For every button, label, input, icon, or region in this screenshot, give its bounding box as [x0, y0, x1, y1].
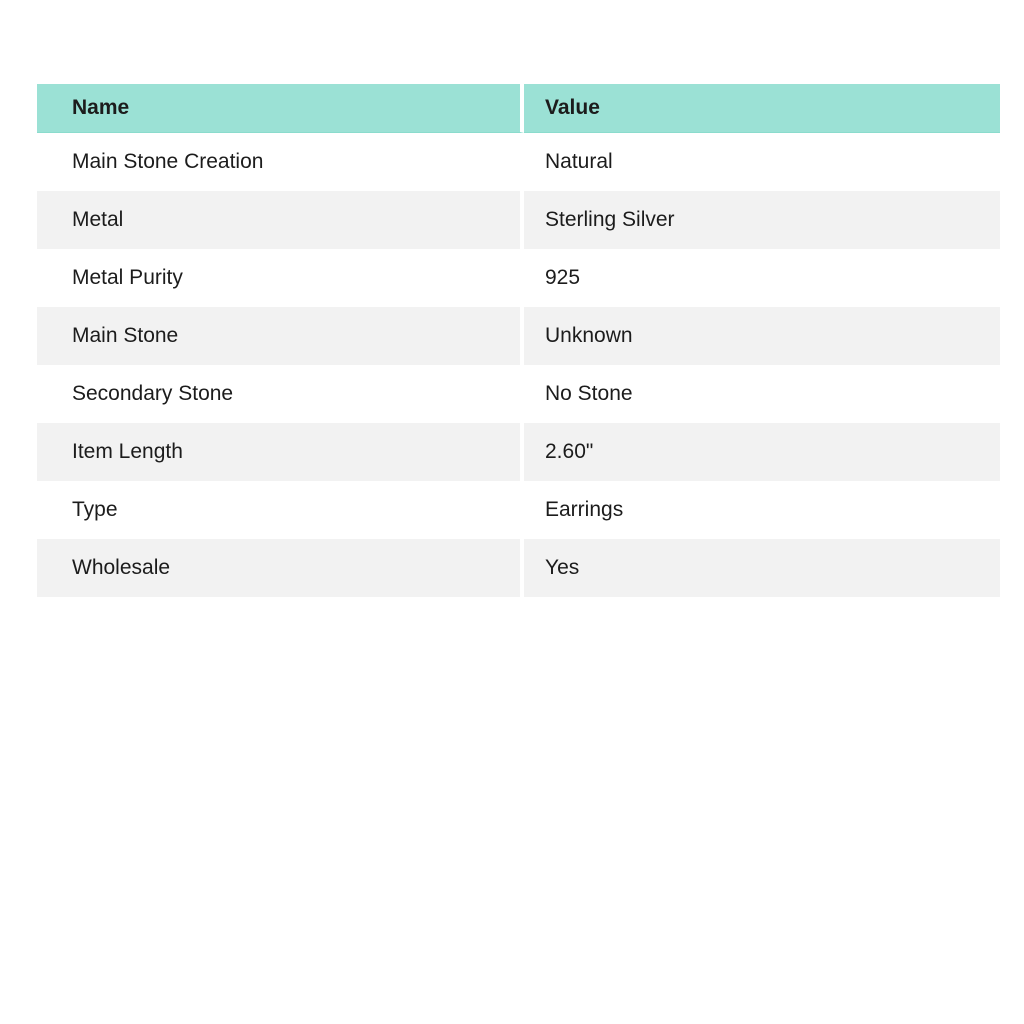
row-value-cell: Natural: [524, 133, 1000, 191]
row-value-cell: 2.60": [524, 423, 1000, 481]
table-header-row: [37, 84, 1000, 133]
row-name-cell: Metal: [37, 191, 524, 249]
product-attributes-table: [37, 84, 1000, 597]
table-row: [37, 365, 1000, 423]
table-row: [37, 191, 1000, 249]
table-row: [37, 307, 1000, 365]
row-value-cell: Earrings: [524, 481, 1000, 539]
column-header-name: Name: [37, 84, 524, 133]
row-name-cell: Main Stone Creation: [37, 133, 524, 191]
table-row: [37, 481, 1000, 539]
table-row: [37, 249, 1000, 307]
row-name-cell: Type: [37, 481, 524, 539]
row-value-cell: 925: [524, 249, 1000, 307]
table-row: [37, 423, 1000, 481]
row-value-cell: No Stone: [524, 365, 1000, 423]
row-name-cell: Main Stone: [37, 307, 524, 365]
column-header-value: Value: [524, 84, 1000, 133]
table-row: [37, 539, 1000, 597]
table-row: [37, 133, 1000, 191]
row-name-cell: Item Length: [37, 423, 524, 481]
row-value-cell: Sterling Silver: [524, 191, 1000, 249]
row-value-cell: Unknown: [524, 307, 1000, 365]
row-name-cell: Metal Purity: [37, 249, 524, 307]
row-value-cell: Yes: [524, 539, 1000, 597]
row-name-cell: Wholesale: [37, 539, 524, 597]
row-name-cell: Secondary Stone: [37, 365, 524, 423]
